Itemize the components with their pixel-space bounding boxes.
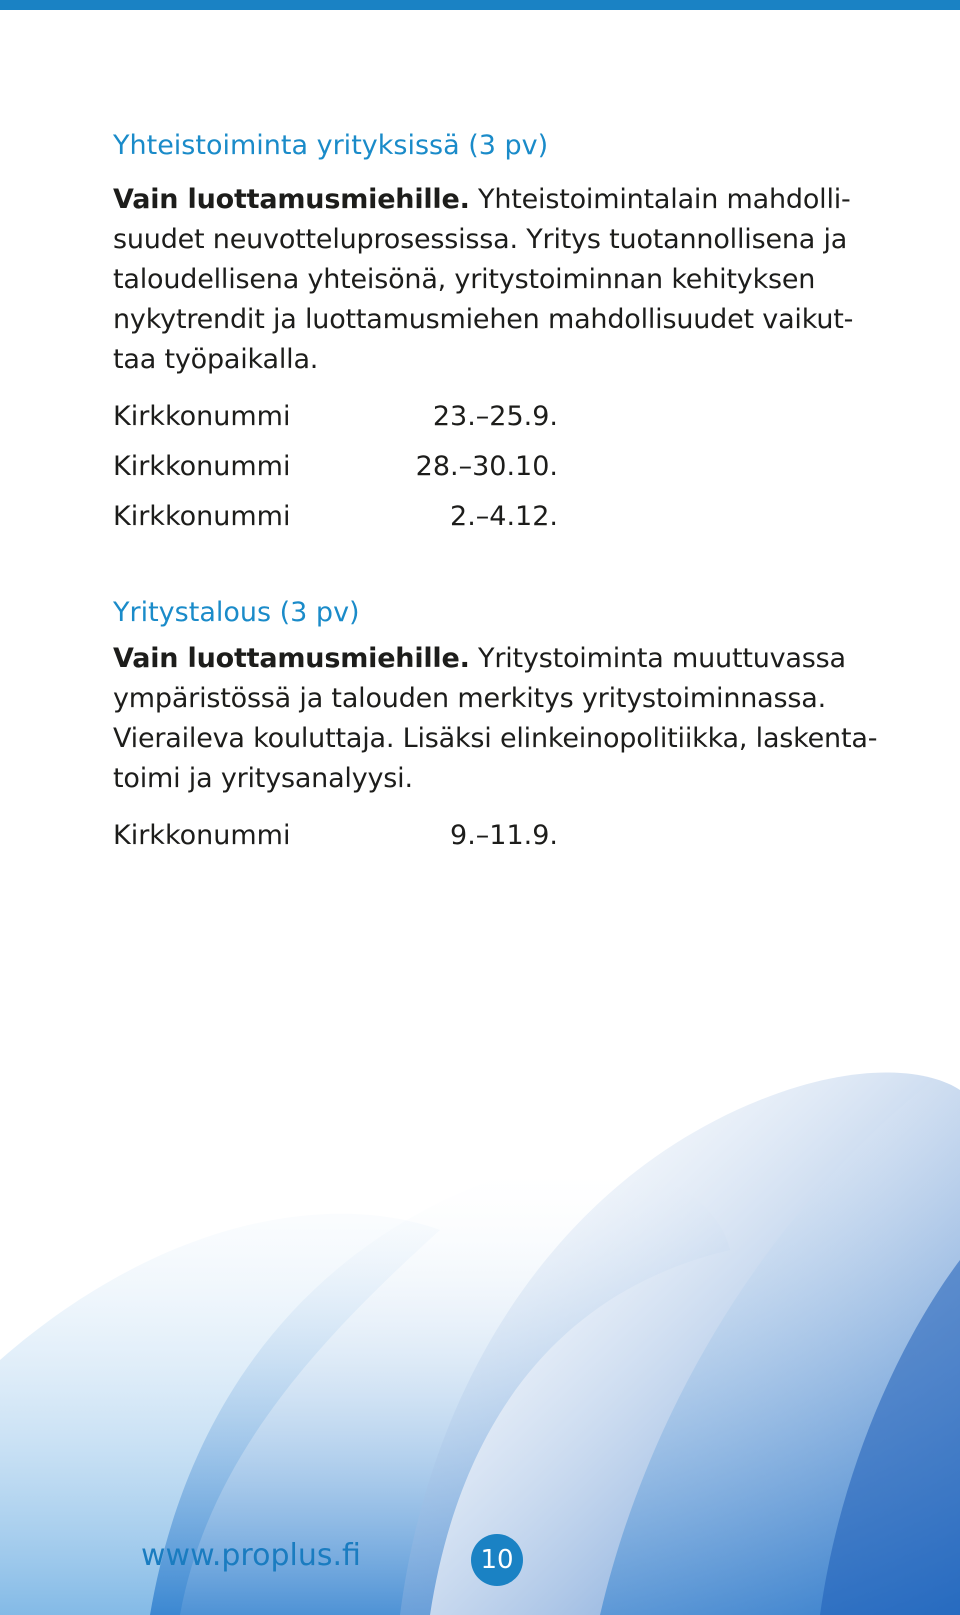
desc-line: Yhteistoimintalain mahdolli- bbox=[469, 184, 851, 215]
desc-line: Vieraileva kouluttaja. Lisäksi elinkeinopolitiikka, laskenta- bbox=[113, 723, 878, 754]
schedule-row bbox=[113, 441, 913, 491]
schedule-list bbox=[113, 810, 913, 860]
page-number-badge: 10 bbox=[471, 1534, 523, 1586]
lead-text: Vain luottamusmiehille. bbox=[113, 184, 470, 215]
desc-line: taloudellisena yhteisönä, yritystoiminnan kehityksen bbox=[113, 264, 816, 295]
schedule-dates: 23.–25.9. bbox=[432, 400, 558, 432]
section-description bbox=[113, 180, 913, 380]
schedule-location: Kirkkonummi bbox=[113, 450, 291, 482]
course-section-yritystalous bbox=[113, 593, 913, 860]
section-title: Yritystalous (3 pv) bbox=[113, 597, 360, 628]
desc-line: suudet neuvotteluprosessissa. Yritys tuotannollisena ja bbox=[113, 224, 848, 255]
desc-line: ympäristössä ja talouden merkitys yritystoiminnassa. bbox=[113, 683, 826, 714]
course-section-yhteistoiminta bbox=[113, 126, 913, 541]
schedule-location: Kirkkonummi bbox=[113, 400, 291, 432]
footer-website-link[interactable]: www.proplus.fi bbox=[141, 1538, 361, 1573]
schedule-dates: 28.–30.10. bbox=[415, 450, 558, 482]
desc-line: nykytrendit ja luottamusmiehen mahdollisuudet vaikut- bbox=[113, 304, 854, 335]
schedule-list bbox=[113, 391, 913, 541]
schedule-dates: 9.–11.9. bbox=[450, 819, 558, 851]
schedule-dates: 2.–4.12. bbox=[450, 500, 558, 532]
schedule-row bbox=[113, 810, 913, 860]
section-title: Yhteistoiminta yrityksissä (3 pv) bbox=[113, 130, 549, 161]
main-content bbox=[113, 126, 913, 860]
lead-text: Vain luottamusmiehille. bbox=[113, 643, 470, 674]
schedule-location: Kirkkonummi bbox=[113, 819, 291, 851]
schedule-row bbox=[113, 391, 913, 441]
desc-line: taa työpaikalla. bbox=[113, 344, 319, 375]
schedule-row bbox=[113, 491, 913, 541]
desc-line: toimi ja yritysanalyysi. bbox=[113, 763, 413, 794]
section-description bbox=[113, 639, 913, 799]
desc-line: Yritystoiminta muuttuvassa bbox=[469, 643, 846, 674]
schedule-location: Kirkkonummi bbox=[113, 500, 291, 532]
